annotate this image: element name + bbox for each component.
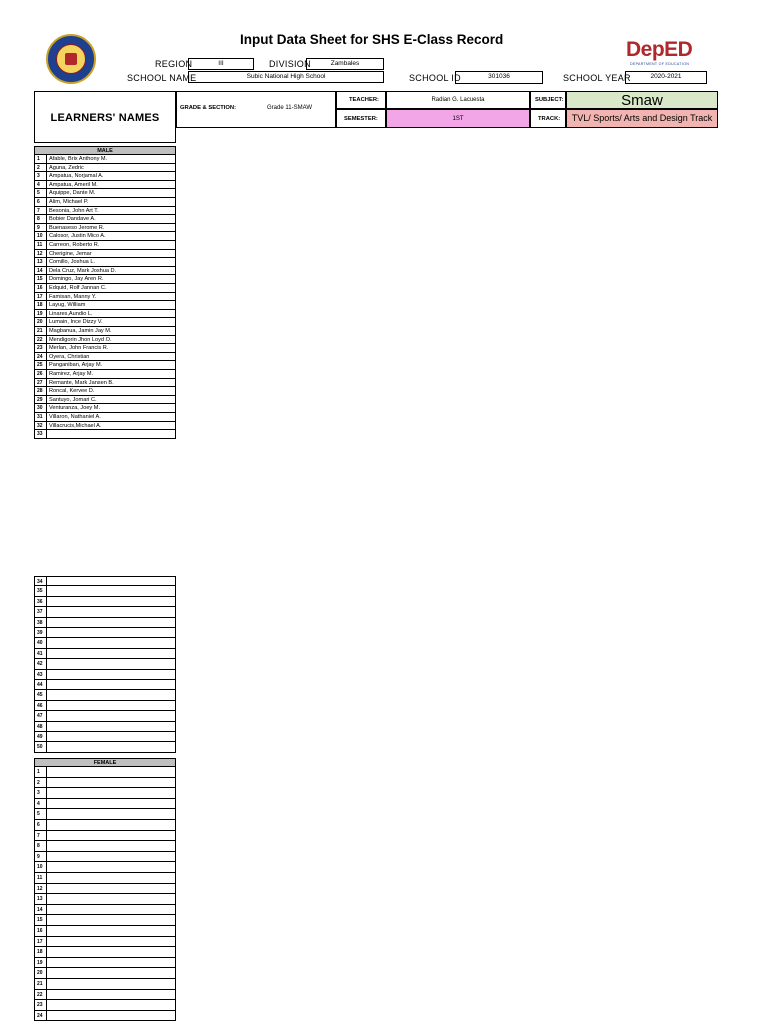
table-row[interactable] (34, 422, 176, 431)
row-number: 14 (35, 905, 47, 915)
table-row[interactable] (34, 884, 176, 895)
table-row[interactable] (34, 164, 176, 173)
learners-names-header (34, 91, 176, 143)
table-row[interactable] (34, 1011, 176, 1022)
row-number: 20 (35, 318, 47, 326)
grade-section-value[interactable]: Grade 11-SMAW (267, 105, 313, 111)
table-row[interactable] (34, 690, 176, 700)
row-number: 21 (35, 327, 47, 335)
school-name-field[interactable] (188, 71, 384, 83)
table-row[interactable] (34, 638, 176, 648)
table-row[interactable] (34, 353, 176, 362)
semester-value: 1ST (452, 116, 464, 122)
teacher-field[interactable] (386, 91, 530, 109)
row-number: 11 (35, 241, 47, 249)
table-row[interactable] (34, 404, 176, 413)
table-row[interactable] (34, 778, 176, 789)
row-number: 6 (35, 198, 47, 206)
table-row[interactable] (34, 732, 176, 742)
table-row[interactable] (34, 215, 176, 224)
learner-name[interactable]: Remante, Mark Jansen B. (49, 379, 114, 386)
division-field[interactable] (306, 58, 384, 70)
learner-name[interactable]: Mendigorin Jhon Loyd O. (49, 336, 112, 343)
table-row[interactable] (34, 181, 176, 190)
table-row[interactable] (34, 198, 176, 207)
table-row[interactable] (34, 430, 176, 439)
row-number: 23 (35, 1000, 47, 1010)
learner-name[interactable]: Comillo, Joshua L. (49, 259, 96, 266)
table-row[interactable] (34, 607, 176, 617)
table-row[interactable] (34, 275, 176, 284)
table-row[interactable] (34, 831, 176, 842)
row-number: 2 (35, 164, 47, 172)
deped-seal-logo (46, 34, 96, 84)
table-row[interactable] (34, 947, 176, 958)
learner-name[interactable]: Lumain, Ince Dizzy V. (49, 319, 103, 326)
track-value: TVL/ Sports/ Arts and Design Track (571, 113, 713, 123)
female-section-header: FEMALE (34, 758, 176, 767)
row-number: 17 (35, 293, 47, 301)
table-row[interactable] (34, 905, 176, 916)
row-number: 23 (35, 344, 47, 352)
track-label-cell (530, 109, 566, 128)
table-row[interactable] (34, 370, 176, 379)
row-number: 42 (35, 659, 47, 668)
row-number: 37 (35, 607, 47, 616)
learner-name[interactable]: Edquid, Rolf Jannan C. (49, 285, 107, 291)
school-id-label: SCHOOL ID (409, 73, 461, 83)
table-row[interactable] (34, 958, 176, 969)
row-number: 4 (35, 799, 47, 809)
row-number: 35 (35, 586, 47, 595)
row-number: 18 (35, 947, 47, 957)
table-row[interactable] (34, 284, 176, 293)
grade-section-box (176, 91, 336, 128)
row-number: 6 (35, 820, 47, 830)
table-row[interactable] (34, 293, 176, 302)
table-row[interactable] (34, 258, 176, 267)
row-number: 22 (35, 990, 47, 1000)
table-row[interactable] (34, 250, 176, 259)
school-id-field[interactable] (455, 71, 543, 84)
table-row[interactable] (34, 873, 176, 884)
grade-section-label: GRADE & SECTION: (180, 105, 237, 111)
table-row[interactable] (34, 968, 176, 979)
region-label: REGION (155, 59, 193, 69)
row-number: 24 (35, 1011, 47, 1021)
track-label: TRACK: (538, 116, 561, 122)
row-number: 8 (35, 841, 47, 851)
table-row[interactable] (34, 379, 176, 388)
semester-label: SEMESTER: (344, 116, 378, 122)
table-row[interactable] (34, 809, 176, 820)
row-number: 3 (35, 788, 47, 798)
learner-name[interactable]: Calosor, Justin Mico A. (49, 233, 106, 240)
row-number: 31 (35, 413, 47, 421)
table-row[interactable] (34, 926, 176, 937)
deped-logo-text: DepED (626, 38, 693, 61)
row-number: 4 (35, 181, 47, 189)
learner-name[interactable]: Aquippe, Dante M. (49, 190, 96, 197)
row-number: 19 (35, 958, 47, 968)
semester-label-cell (336, 109, 386, 128)
table-row[interactable] (34, 767, 176, 778)
table-row[interactable] (34, 344, 176, 353)
row-number: 11 (35, 873, 47, 883)
table-row[interactable] (34, 701, 176, 711)
row-number: 28 (35, 387, 47, 395)
semester-field[interactable] (386, 109, 530, 128)
table-row[interactable] (34, 396, 176, 405)
row-number: 5 (35, 809, 47, 819)
learner-name[interactable]: Santuyo, Jomari C. (49, 396, 97, 403)
table-row[interactable] (34, 327, 176, 336)
row-number: 13 (35, 258, 47, 266)
row-number: 16 (35, 284, 47, 292)
table-row[interactable] (34, 241, 176, 250)
school-year-value: 2020-2021 (650, 73, 682, 80)
table-row[interactable] (34, 788, 176, 799)
table-row[interactable] (34, 979, 176, 990)
row-number: 30 (35, 404, 47, 412)
track-field[interactable] (566, 109, 718, 128)
learner-name[interactable]: Cherigine, Jemar (49, 250, 92, 257)
teacher-label-cell (336, 91, 386, 109)
table-row[interactable] (34, 318, 176, 327)
table-row[interactable] (34, 990, 176, 1001)
row-number: 8 (35, 215, 47, 223)
table-row[interactable] (34, 267, 176, 276)
seal-emblem (56, 44, 86, 74)
row-number: 44 (35, 680, 47, 689)
row-number: 17 (35, 937, 47, 947)
row-number: 27 (35, 379, 47, 387)
table-row[interactable] (34, 207, 176, 216)
table-row[interactable] (34, 852, 176, 863)
row-number: 15 (35, 275, 47, 283)
learner-name[interactable]: Panganiban, Arjay M. (49, 362, 103, 369)
row-number: 5 (35, 189, 47, 197)
row-number: 12 (35, 884, 47, 894)
learner-name[interactable]: Magbanua, Jamin Jay M. (49, 328, 112, 334)
table-row[interactable] (34, 894, 176, 905)
learner-name[interactable]: Roncal, Kervee D. (49, 388, 95, 395)
row-number: 43 (35, 670, 47, 679)
learner-name[interactable]: Venturanza, Joey M. (49, 405, 100, 412)
row-number: 7 (35, 831, 47, 841)
learner-name[interactable]: Ramirez, Arjay M. (49, 371, 94, 377)
learner-name[interactable]: Oyera, Christian (49, 353, 90, 360)
row-number: 49 (35, 732, 47, 741)
row-number: 33 (35, 430, 47, 438)
row-number: 12 (35, 250, 47, 258)
row-number: 19 (35, 310, 47, 318)
row-number: 46 (35, 701, 47, 710)
table-row[interactable] (34, 576, 176, 586)
table-row[interactable] (34, 310, 176, 319)
row-number: 9 (35, 224, 47, 232)
row-number: 7 (35, 207, 47, 215)
row-number: 14 (35, 267, 47, 275)
deped-logo-subtext: DEPARTMENT OF EDUCATION (630, 62, 690, 66)
learner-name[interactable]: Buenaseso Jerome R. (49, 224, 105, 231)
learner-name[interactable]: Ampatua, Norjamal A. (49, 173, 104, 180)
learner-name[interactable]: Famisan, Manny Y. (49, 293, 97, 300)
row-number: 3 (35, 172, 47, 180)
learner-name[interactable]: Dela Cruz, Mark Joshua D. (49, 267, 117, 274)
learner-name[interactable]: Villacrucis,Michael A. (49, 422, 102, 429)
subject-field[interactable] (566, 91, 718, 109)
row-number: 1 (35, 155, 47, 163)
table-row[interactable] (34, 301, 176, 310)
table-row[interactable] (34, 649, 176, 659)
learner-name[interactable]: Layug, William (49, 302, 86, 309)
table-row[interactable] (34, 799, 176, 810)
row-number: 15 (35, 915, 47, 925)
row-number: 29 (35, 396, 47, 404)
learner-name[interactable]: Merlan, John Francis R. (49, 345, 109, 352)
table-row[interactable] (34, 915, 176, 926)
table-row[interactable] (34, 586, 176, 596)
table-row[interactable] (34, 618, 176, 628)
row-number: 13 (35, 894, 47, 904)
row-number: 45 (35, 690, 47, 699)
row-number: 36 (35, 597, 47, 606)
row-number: 34 (35, 577, 47, 585)
table-row[interactable] (34, 670, 176, 680)
table-row[interactable] (34, 937, 176, 948)
row-number: 25 (35, 361, 47, 369)
row-number: 9 (35, 852, 47, 862)
male-section-header: MALE (34, 146, 176, 155)
row-number: 41 (35, 649, 47, 658)
school-year-label: SCHOOL YEAR (563, 73, 631, 83)
school-name-label: SCHOOL NAME (127, 73, 197, 83)
row-number: 20 (35, 968, 47, 978)
learner-name[interactable]: Afable, Brix Anthony M. (49, 156, 108, 162)
table-row[interactable] (34, 413, 176, 422)
table-row[interactable] (34, 862, 176, 873)
table-row[interactable] (34, 841, 176, 852)
row-number: 10 (35, 862, 47, 872)
row-number: 39 (35, 628, 47, 637)
region-field[interactable] (188, 58, 254, 70)
row-number: 38 (35, 618, 47, 627)
table-row[interactable] (34, 1000, 176, 1011)
table-row[interactable] (34, 155, 176, 164)
learners-names-label: LEARNERS' NAMES (50, 112, 160, 124)
row-number: 18 (35, 301, 47, 309)
learner-name[interactable]: Domingo, Jay Aren R. (49, 276, 104, 283)
row-number: 16 (35, 926, 47, 936)
table-row[interactable] (34, 172, 176, 181)
table-row[interactable] (34, 742, 176, 752)
teacher-label: TEACHER: (349, 97, 379, 103)
row-number: 21 (35, 979, 47, 989)
table-row[interactable] (34, 820, 176, 831)
division-value: Zambales (330, 60, 360, 67)
learner-name[interactable]: Besonia, John Art T. (49, 207, 99, 214)
learner-name[interactable]: Villaron, Nathaniel A. (49, 414, 101, 420)
row-number: 48 (35, 722, 47, 731)
table-row[interactable] (34, 628, 176, 638)
table-row[interactable] (34, 597, 176, 607)
table-row[interactable] (34, 224, 176, 233)
school-year-field[interactable] (625, 71, 707, 84)
row-number: 40 (35, 638, 47, 647)
row-number: 47 (35, 711, 47, 720)
learner-name[interactable]: Ampatua, Ameril M. (49, 181, 98, 188)
subject-value: Smaw (621, 92, 663, 109)
table-row[interactable] (34, 659, 176, 669)
table-row[interactable] (34, 361, 176, 370)
learner-name[interactable]: Aguna, Zedric (49, 164, 84, 171)
page-title: Input Data Sheet for SHS E-Class Record (240, 32, 504, 47)
subject-label: SUBJECT: (535, 97, 564, 103)
table-row[interactable] (34, 232, 176, 241)
subject-label-cell (530, 91, 566, 109)
row-number: 1 (35, 767, 47, 777)
table-row[interactable] (34, 189, 176, 198)
row-number: 32 (35, 422, 47, 430)
learner-name[interactable]: Bobier Dandave A. (49, 216, 96, 223)
table-row[interactable] (34, 722, 176, 732)
school-id-value: 301036 (488, 73, 510, 80)
school-name-value: Subic National High School (246, 73, 326, 80)
row-number: 2 (35, 778, 47, 788)
table-row[interactable] (34, 387, 176, 396)
learner-name[interactable]: Linares,Aundio L. (49, 310, 93, 317)
row-number: 26 (35, 370, 47, 378)
row-number: 22 (35, 336, 47, 344)
table-row[interactable] (34, 680, 176, 690)
deped-logo (626, 38, 720, 72)
learner-name[interactable]: Carreon, Roberto R. (49, 242, 100, 248)
teacher-value: Radian G. Lacuesta (431, 97, 485, 103)
row-number: 24 (35, 353, 47, 361)
row-number: 50 (35, 742, 47, 751)
learner-name[interactable]: Alim, Michael P. (49, 199, 89, 205)
row-number: 10 (35, 232, 47, 240)
region-value: III (218, 60, 224, 67)
division-label: DIVISION (269, 59, 311, 69)
table-row[interactable] (34, 336, 176, 345)
table-row[interactable] (34, 711, 176, 721)
